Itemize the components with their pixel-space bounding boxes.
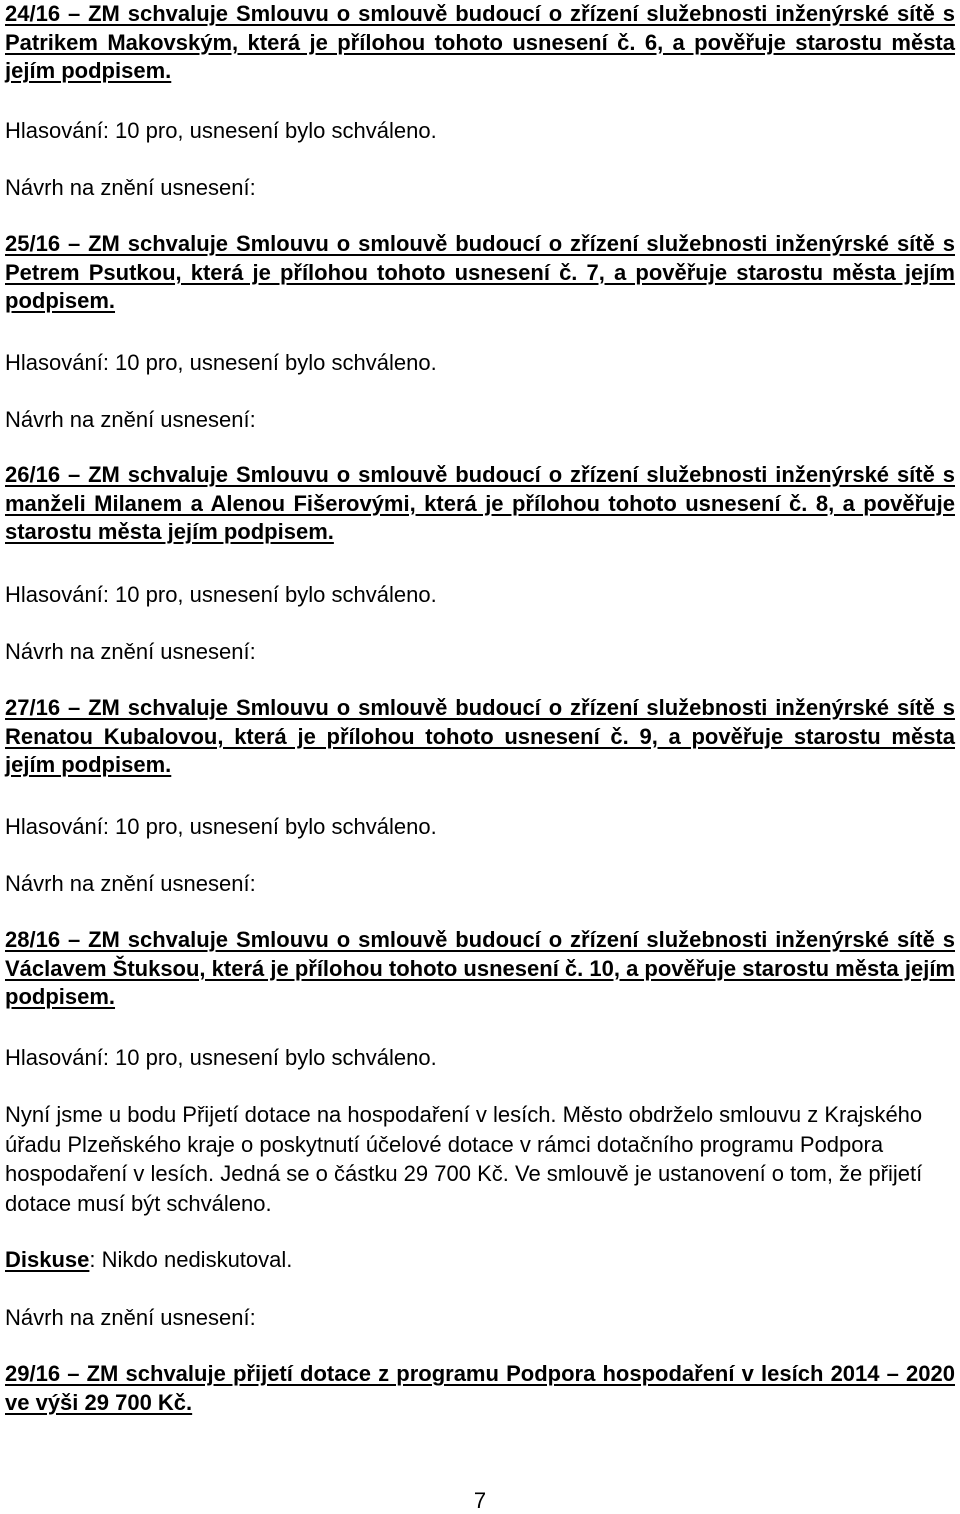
intro-paragraph: Nyní jsme u bodu Přijetí dotace na hospodaření v lesích. Město obdrželo smlouvu z Krajského úřadu Plzeňského kraje o poskytnutí účelové dotace v rámci dotačního programu Podpora hospodaření v lesích. Jedná se o částku 29 700 Kč. Ve smlouvě je ustanovení o tom, že přijetí dotace musí být schváleno.	[5, 1102, 923, 1216]
vote-result: Hlasování: 10 pro, usnesení bylo schváleno.	[5, 350, 437, 375]
resolution-29: 29/16 – ZM schvaluje přijetí dotace z programu Podpora hospodaření v lesích 2014 – 2020 ve výši 29 700 Kč.	[5, 1361, 955, 1415]
resolution-28: 28/16 – ZM schvaluje Smlouvu o smlouvě budoucí o zřízení služebnosti inženýrské sítě s Václavem Štuksou, která je přílohou tohoto usnesení č. 10, a pověřuje starostu města jejím podpisem.	[5, 927, 955, 1010]
proposal-label: Návrh na znění usnesení:	[5, 639, 256, 664]
proposal-label: Návrh na znění usnesení:	[5, 1305, 256, 1330]
page-number: 7	[473, 1488, 487, 1513]
proposal-label: Návrh na znění usnesení:	[5, 407, 256, 432]
vote-result: Hlasování: 10 pro, usnesení bylo schváleno.	[5, 814, 437, 839]
discussion-line	[5, 1245, 955, 1275]
proposal-label: Návrh na znění usnesení:	[5, 175, 256, 200]
resolution-26: 26/16 – ZM schvaluje Smlouvu o smlouvě budoucí o zřízení služebnosti inženýrské sítě s manželi Milanem a Alenou Fišerovými, která je přílohou tohoto usnesení č. 8, a pověřuje starostu města jejím podpisem.	[5, 462, 955, 545]
resolution-25: 25/16 – ZM schvaluje Smlouvu o smlouvě budoucí o zřízení služebnosti inženýrské sítě s Petrem Psutkou, která je přílohou tohoto usnesení č. 7, a pověřuje starostu města jejím podpisem.	[5, 231, 955, 314]
resolution-27: 27/16 – ZM schvaluje Smlouvu o smlouvě budoucí o zřízení služebnosti inženýrské sítě s Renatou Kubalovou, která je přílohou tohoto usnesení č. 9, a pověřuje starostu města jejím podpisem.	[5, 695, 955, 778]
discussion-label: Diskuse	[5, 1247, 90, 1272]
vote-result: Hlasování: 10 pro, usnesení bylo schváleno.	[5, 1045, 437, 1070]
proposal-label: Návrh na znění usnesení:	[5, 871, 256, 896]
discussion-text: : Nikdo nediskutoval.	[89, 1247, 293, 1272]
resolution-24: 24/16 – ZM schvaluje Smlouvu o smlouvě budoucí o zřízení služebnosti inženýrské sítě s Patrikem Makovským, která je přílohou tohoto usnesení č. 6, a pověřuje starostu města jejím podpisem.	[5, 1, 955, 84]
vote-result: Hlasování: 10 pro, usnesení bylo schváleno.	[5, 582, 437, 607]
vote-result: Hlasování: 10 pro, usnesení bylo schváleno.	[5, 118, 437, 143]
